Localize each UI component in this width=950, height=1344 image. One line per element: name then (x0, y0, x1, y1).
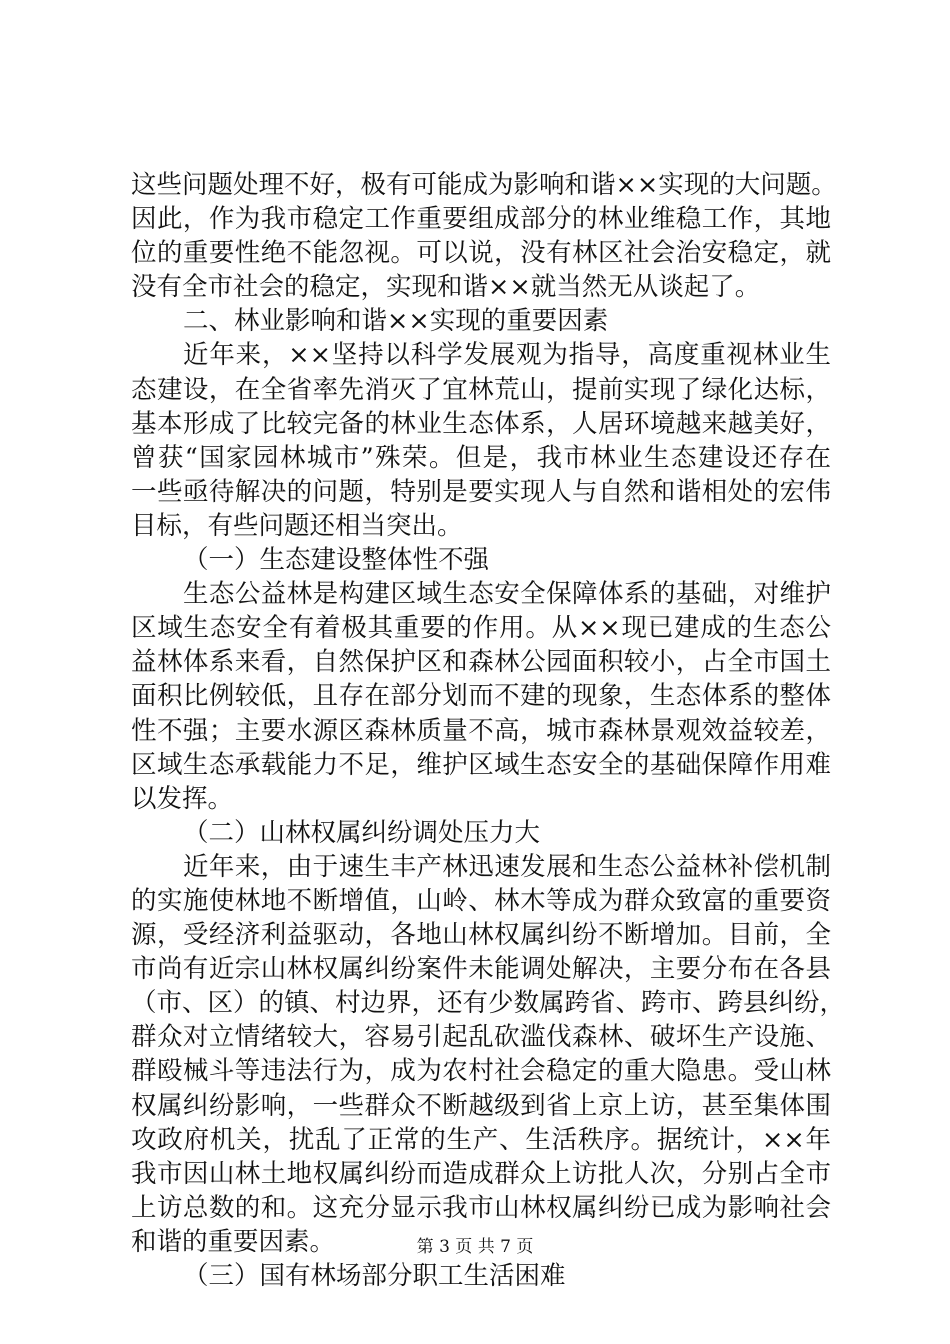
text-line: （市、区）的镇、村边界，还有少数属跨省、跨市、跨县纠纷， (131, 988, 846, 1019)
text-line: 以发挥。 (131, 783, 234, 814)
text-line: （二）山林权属纠纷调处压力大 (183, 817, 541, 848)
text-line: 位的重要性绝不能忽视。可以说，没有林区社会治安稳定，就 (131, 238, 831, 269)
text-line: 面积比例较低，且存在部分划而不建的现象，生态体系的整体 (131, 681, 831, 712)
page-footer: 第 3 页 共 7 页 (416, 1237, 534, 1257)
text-line: 权属纠纷影响，一些群众不断越级到省上京上访，甚至集体围 (131, 1090, 831, 1121)
text-line: 我市因山林土地权属纠纷而造成群众上访批人次，分别占全市 (131, 1158, 831, 1189)
text-line: 基本形成了比较完备的林业生态体系，人居环境越来越美好， (131, 408, 831, 439)
text-line: 攻政府机关，扰乱了正常的生产、生活秩序。据统计，××年 (131, 1124, 831, 1155)
text-line: 区域生态承载能力不足，维护区域生态安全的基础保障作用难 (131, 749, 831, 780)
text-line: 的实施使林地不断增值，山岭、林木等成为群众致富的重要资 (131, 885, 831, 916)
text-line: 近年来，由于速生丰产林迅速发展和生态公益林补偿机制 (183, 851, 831, 882)
text-line: 生态公益林是构建区域生态安全保障体系的基础，对维护 (183, 579, 831, 610)
text-line: 上访总数的和。这充分显示我市山林权属纠纷已成为影响社会 (131, 1192, 831, 1223)
text-line: 曾获“国家园林城市”殊荣。但是，我市林业生态建设还存在 (131, 442, 831, 473)
text-line: 目标，有些问题还相当突出。 (131, 510, 463, 541)
text-line: 没有全市社会的稳定，实现和谐××就当然无从谈起了。 (131, 272, 761, 303)
text-line: 二、林业影响和谐××实现的重要因素 (183, 306, 609, 337)
text-line: （一）生态建设整体性不强 (183, 545, 490, 576)
text-line: 近年来，××坚持以科学发展观为指导，高度重视林业生 (183, 340, 831, 371)
text-line: 这些问题处理不好，极有可能成为影响和谐××实现的大问题。 (131, 170, 837, 200)
text-line: 态建设，在全省率先消灭了宜林荒山，提前实现了绿化达标， (131, 374, 831, 405)
text-line: 因此，作为我市稳定工作重要组成部分的林业维稳工作，其地 (131, 204, 831, 235)
text-line: 市尚有近宗山林权属纠纷案件未能调处解决，主要分布在各县 (131, 954, 831, 985)
text-line: 益林体系来看，自然保护区和森林公园面积较小，占全市国土 (131, 647, 831, 678)
text-line: 群众对立情绪较大，容易引起乱砍滥伐森林、破坏生产设施、 (131, 1022, 831, 1053)
text-line: 源，受经济利益驱动，各地山林权属纠纷不断增加。目前，全 (131, 920, 831, 951)
text-line: （三）国有林场部分职工生活困难 (183, 1261, 566, 1291)
text-line: 性不强；主要水源区森林质量不高，城市森林景观效益较差， (131, 715, 831, 746)
document-body (131, 168, 846, 1293)
text-line: 和谐的重要因素。 (131, 1226, 336, 1257)
text-line: 群殴械斗等违法行为，成为农村社会稳定的重大隐患。受山林 (131, 1056, 831, 1087)
text-line: 区域生态安全有着极其重要的作用。从××现已建成的生态公 (131, 613, 831, 644)
text-line: 一些亟待解决的问题，特别是要实现人与自然和谐相处的宏伟 (131, 476, 831, 507)
